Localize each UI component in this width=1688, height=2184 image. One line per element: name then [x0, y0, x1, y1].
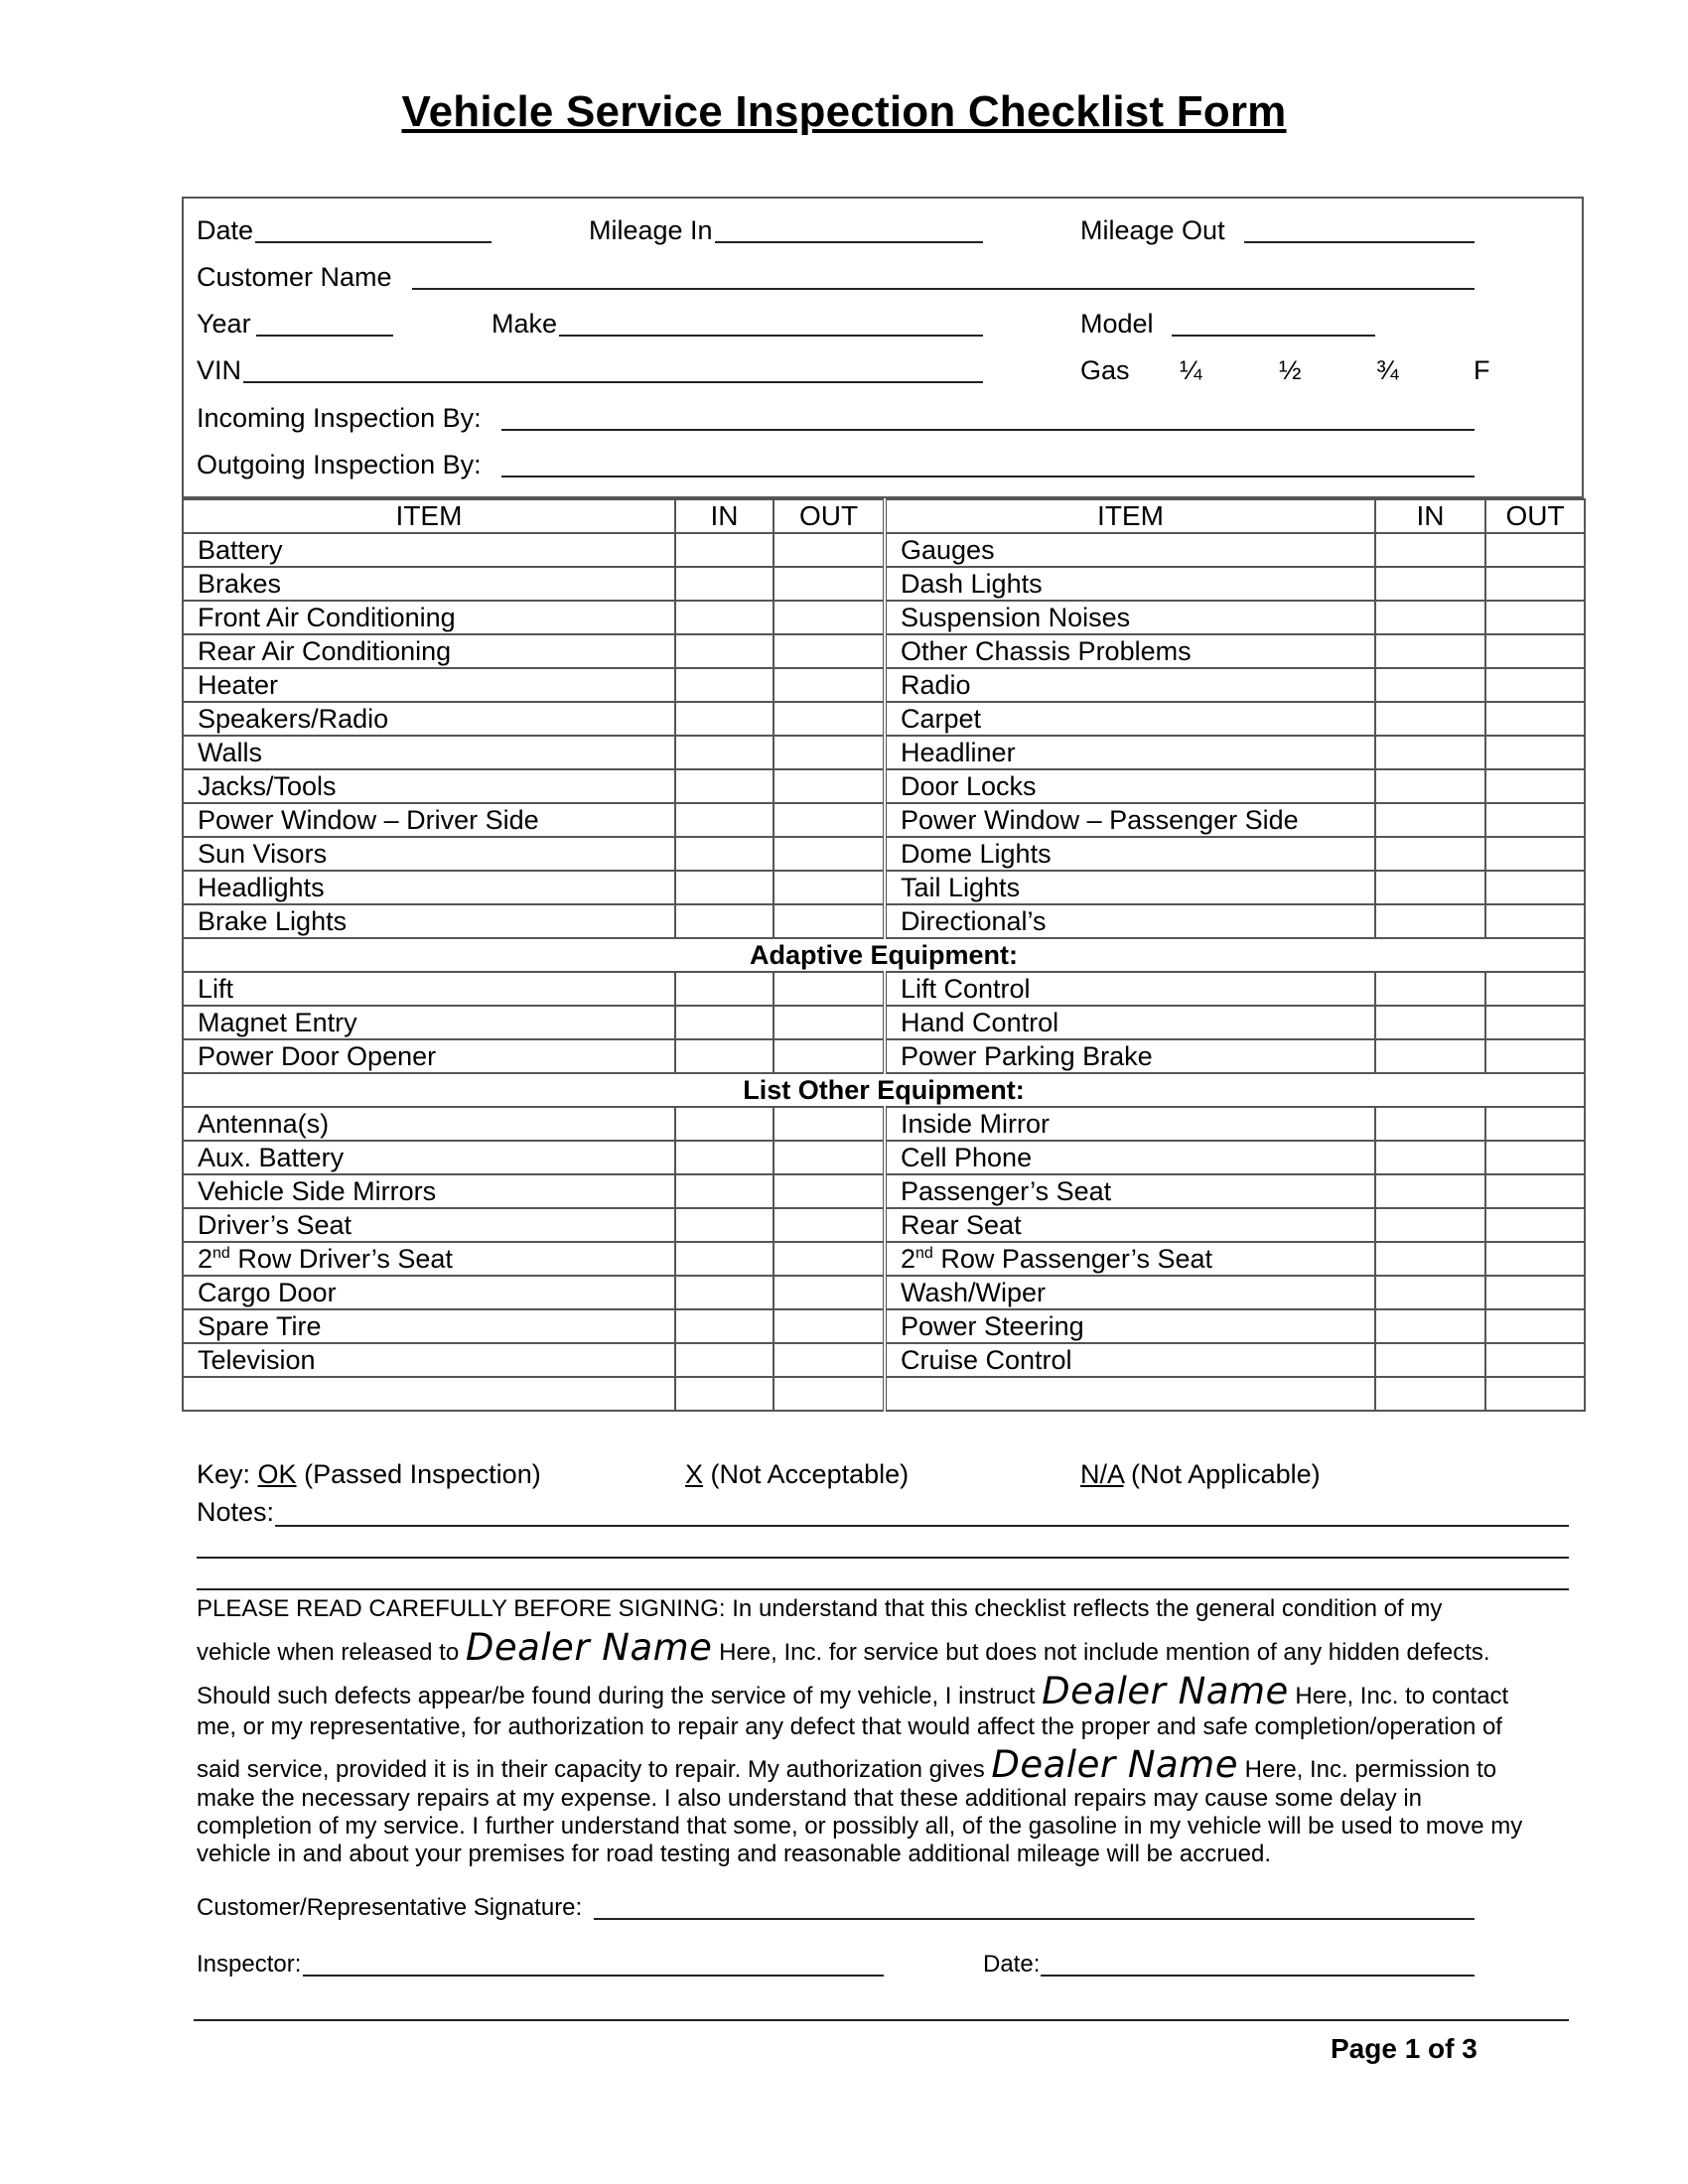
out-checkbox-right[interactable] — [1485, 668, 1585, 702]
out-checkbox-right[interactable] — [1485, 1309, 1585, 1343]
table-row — [183, 702, 1585, 736]
item-name-left: Vehicle Side Mirrors — [183, 1174, 675, 1208]
out-checkbox-left[interactable] — [774, 972, 885, 1006]
signature-date-label: Date: — [983, 1951, 1041, 1978]
out-checkbox-left[interactable] — [774, 736, 885, 769]
in-checkbox-right[interactable] — [1375, 871, 1485, 904]
incoming-inspection-label: Incoming Inspection By: — [197, 403, 482, 433]
out-checkbox-left[interactable] — [774, 1377, 885, 1411]
signature-date-field[interactable] — [1041, 1975, 1475, 1977]
in-checkbox-left[interactable] — [675, 533, 774, 567]
in-checkbox-right[interactable] — [1375, 803, 1485, 837]
col-item-right: ITEM — [885, 499, 1375, 533]
table-row — [183, 837, 1585, 871]
customer-name-field[interactable] — [412, 288, 1475, 290]
in-checkbox-right[interactable] — [1375, 668, 1485, 702]
incoming-inspection-field[interactable] — [501, 429, 1475, 431]
out-checkbox-right[interactable] — [1485, 1039, 1585, 1073]
out-checkbox-right[interactable] — [1485, 1343, 1585, 1377]
item-name-right: Power Parking Brake — [885, 1039, 1375, 1073]
table-row — [183, 1343, 1585, 1377]
item-name-right: Cell Phone — [885, 1141, 1375, 1174]
disclaimer-line: me, or my representative, for authorization to repair any defect that would affect the proper and safe completion/operation of — [197, 1713, 1502, 1740]
dealer-name: Dealer Name — [465, 1626, 713, 1669]
key-na — [1080, 1459, 1321, 1490]
disclaimer-text: Here, Inc. for service but does not include mention of any hidden defects. — [712, 1639, 1490, 1666]
out-checkbox-left[interactable] — [774, 1309, 885, 1343]
notes-label: Notes: — [197, 1497, 275, 1527]
table-row — [183, 1006, 1585, 1039]
out-checkbox-left[interactable] — [774, 1141, 885, 1174]
in-checkbox-left[interactable] — [675, 1377, 774, 1411]
key-ok-desc: (Passed Inspection) — [304, 1459, 541, 1489]
in-checkbox-right[interactable] — [1375, 1141, 1485, 1174]
in-checkbox-left[interactable] — [675, 1343, 774, 1377]
out-checkbox-left[interactable] — [774, 634, 885, 668]
out-checkbox-left[interactable] — [774, 1276, 885, 1309]
in-checkbox-left[interactable] — [675, 668, 774, 702]
table-row — [183, 1309, 1585, 1343]
page-number: Page 1 of 3 — [1331, 2033, 1477, 2064]
table-row — [183, 1107, 1585, 1141]
in-checkbox-left[interactable] — [675, 1107, 774, 1141]
col-in-left: IN — [675, 499, 774, 533]
in-checkbox-right[interactable] — [1375, 1309, 1485, 1343]
key-na-desc: (Not Applicable) — [1131, 1459, 1321, 1489]
key-ok — [197, 1459, 541, 1490]
item-name-left: Rear Air Conditioning — [183, 634, 675, 668]
key-x-desc: (Not Acceptable) — [710, 1459, 910, 1489]
item-name-left: Spare Tire — [183, 1309, 675, 1343]
out-checkbox-left[interactable] — [774, 1107, 885, 1141]
in-checkbox-left[interactable] — [675, 803, 774, 837]
outgoing-inspection-field[interactable] — [501, 476, 1475, 478]
item-name-left — [183, 1242, 675, 1276]
item-name-right: Other Chassis Problems — [885, 634, 1375, 668]
out-checkbox-right[interactable] — [1485, 1174, 1585, 1208]
key-x-code: X — [685, 1459, 704, 1489]
out-checkbox-left[interactable] — [774, 1006, 885, 1039]
out-checkbox-left[interactable] — [774, 837, 885, 871]
item-name-right — [885, 1377, 1375, 1411]
item-name-left: Brake Lights — [183, 904, 675, 938]
in-checkbox-left[interactable] — [675, 1309, 774, 1343]
disclaimer-text: vehicle when released to — [197, 1639, 466, 1666]
out-checkbox-right[interactable] — [1485, 1006, 1585, 1039]
disclaimer-line: PLEASE READ CAREFULLY BEFORE SIGNING: In understand that this checklist reflects the general condition of my — [197, 1595, 1443, 1622]
year-label: Year — [197, 309, 251, 339]
item-name-left: Heater — [183, 668, 675, 702]
item-name-left: Antenna(s) — [183, 1107, 675, 1141]
in-checkbox-right[interactable] — [1375, 1208, 1485, 1242]
table-row — [183, 904, 1585, 938]
item-name-left: Front Air Conditioning — [183, 601, 675, 634]
inspector-field[interactable] — [303, 1975, 884, 1977]
out-checkbox-right[interactable] — [1485, 1377, 1585, 1411]
table-row — [183, 803, 1585, 837]
in-checkbox-left[interactable] — [675, 904, 774, 938]
mileage-out-label: Mileage Out — [1080, 215, 1225, 245]
notes-line-3[interactable] — [197, 1588, 1569, 1590]
out-checkbox-left[interactable] — [774, 803, 885, 837]
item-name-right: Tail Lights — [885, 871, 1375, 904]
item-name-right: Dome Lights — [885, 837, 1375, 871]
out-checkbox-right[interactable] — [1485, 736, 1585, 769]
item-name-left: Lift — [183, 972, 675, 1006]
gas-label: Gas — [1080, 355, 1130, 385]
in-checkbox-left[interactable] — [675, 1141, 774, 1174]
table-row — [183, 1141, 1585, 1174]
item-name-right: Cruise Control — [885, 1343, 1375, 1377]
in-checkbox-left[interactable] — [675, 1006, 774, 1039]
item-name-left: Battery — [183, 533, 675, 567]
item-name-right: Rear Seat — [885, 1208, 1375, 1242]
key-ok-code: OK — [257, 1459, 297, 1489]
item-name-left: Brakes — [183, 567, 675, 601]
out-checkbox-left[interactable] — [774, 668, 885, 702]
table-row — [183, 668, 1585, 702]
in-checkbox-left[interactable] — [675, 736, 774, 769]
out-checkbox-right[interactable] — [1485, 1242, 1585, 1276]
out-checkbox-left[interactable] — [774, 533, 885, 567]
mileage-out-field[interactable] — [1244, 241, 1475, 243]
vin-label: VIN — [197, 355, 242, 385]
out-checkbox-right[interactable] — [1485, 1208, 1585, 1242]
out-checkbox-right[interactable] — [1485, 769, 1585, 803]
disclaimer-text: Here, Inc. permission to — [1237, 1756, 1497, 1783]
out-checkbox-right[interactable] — [1485, 601, 1585, 634]
in-checkbox-right[interactable] — [1375, 533, 1485, 567]
notes-line-1[interactable] — [275, 1525, 1569, 1527]
table-row — [183, 533, 1585, 567]
customer-name-label: Customer Name — [197, 262, 392, 292]
item-name-right: Door Locks — [885, 769, 1375, 803]
item-name-left: Power Window – Driver Side — [183, 803, 675, 837]
out-checkbox-right[interactable] — [1485, 533, 1585, 567]
in-checkbox-right[interactable] — [1375, 1343, 1485, 1377]
out-checkbox-right[interactable] — [1485, 567, 1585, 601]
item-name-right — [885, 1242, 1375, 1276]
out-checkbox-right[interactable] — [1485, 702, 1585, 736]
in-checkbox-right[interactable] — [1375, 904, 1485, 938]
dealer-name: Dealer Name — [1042, 1670, 1289, 1712]
out-checkbox-right[interactable] — [1485, 634, 1585, 668]
in-checkbox-left[interactable] — [675, 837, 774, 871]
ordinal-number: 2 — [198, 1244, 213, 1274]
date-label: Date — [197, 215, 254, 245]
in-checkbox-left[interactable] — [675, 1208, 774, 1242]
gas-option-half[interactable]: ½ — [1279, 355, 1302, 385]
table-row — [183, 567, 1585, 601]
table-row — [183, 871, 1585, 904]
out-checkbox-left[interactable] — [774, 871, 885, 904]
in-checkbox-left[interactable] — [675, 634, 774, 668]
table-row — [183, 736, 1585, 769]
item-name-right: Radio — [885, 668, 1375, 702]
col-out-left: OUT — [774, 499, 885, 533]
disclaimer-paragraph — [197, 1592, 1567, 1868]
make-field[interactable] — [559, 335, 983, 337]
dealer-name: Dealer Name — [991, 1743, 1238, 1786]
ordinal-suffix: nd — [915, 1245, 933, 1262]
in-checkbox-right[interactable] — [1375, 769, 1485, 803]
item-name-left: Aux. Battery — [183, 1141, 675, 1174]
in-checkbox-right[interactable] — [1375, 1006, 1485, 1039]
in-checkbox-left[interactable] — [675, 871, 774, 904]
in-checkbox-left[interactable] — [675, 972, 774, 1006]
item-name-left: Jacks/Tools — [183, 769, 675, 803]
out-checkbox-left[interactable] — [774, 1039, 885, 1073]
in-checkbox-right[interactable] — [1375, 1276, 1485, 1309]
mileage-in-field[interactable] — [715, 241, 983, 243]
out-checkbox-right[interactable] — [1485, 904, 1585, 938]
make-label: Make — [492, 309, 558, 339]
date-field[interactable] — [255, 241, 492, 243]
in-checkbox-left[interactable] — [675, 769, 774, 803]
section-title-adaptive: Adaptive Equipment: — [183, 938, 1585, 972]
in-checkbox-right[interactable] — [1375, 1242, 1485, 1276]
item-name-right: Inside Mirror — [885, 1107, 1375, 1141]
customer-signature-label: Customer/Representative Signature: — [197, 1894, 583, 1921]
out-checkbox-left[interactable] — [774, 567, 885, 601]
table-row — [183, 601, 1585, 634]
in-checkbox-right[interactable] — [1375, 1107, 1485, 1141]
out-checkbox-left[interactable] — [774, 1343, 885, 1377]
in-checkbox-right[interactable] — [1375, 1174, 1485, 1208]
ordinal-suffix: nd — [212, 1245, 230, 1262]
in-checkbox-right[interactable] — [1375, 601, 1485, 634]
item-label: Row Driver’s Seat — [229, 1244, 453, 1274]
item-name-left: Cargo Door — [183, 1276, 675, 1309]
table-row — [183, 1039, 1585, 1073]
customer-signature-field[interactable] — [594, 1918, 1475, 1920]
model-field[interactable] — [1172, 335, 1375, 337]
notes-line-2[interactable] — [197, 1557, 1569, 1559]
item-name-left: Speakers/Radio — [183, 702, 675, 736]
out-checkbox-left[interactable] — [774, 601, 885, 634]
disclaimer-text: Here, Inc. to contact — [1288, 1683, 1509, 1709]
ordinal-number: 2 — [901, 1244, 916, 1274]
col-out-right: OUT — [1485, 499, 1585, 533]
gas-option-three-quarter[interactable]: ¾ — [1376, 355, 1399, 385]
item-name-left: Television — [183, 1343, 675, 1377]
item-name-left: Power Door Opener — [183, 1039, 675, 1073]
in-checkbox-right[interactable] — [1375, 736, 1485, 769]
out-checkbox-right[interactable] — [1485, 972, 1585, 1006]
out-checkbox-left[interactable] — [774, 702, 885, 736]
page-title: Vehicle Service Inspection Checklist Form — [401, 87, 1287, 136]
gas-option-full[interactable]: F — [1474, 355, 1490, 385]
out-checkbox-right[interactable] — [1485, 1107, 1585, 1141]
disclaimer-line — [197, 1626, 1567, 1670]
out-checkbox-right[interactable] — [1485, 837, 1585, 871]
disclaimer-text: said service, provided it is in their capacity to repair. My authorization gives — [197, 1756, 992, 1783]
in-checkbox-right[interactable] — [1375, 1039, 1485, 1073]
item-name-right: Suspension Noises — [885, 601, 1375, 634]
disclaimer-line — [197, 1741, 1567, 1785]
out-checkbox-left[interactable] — [774, 1208, 885, 1242]
in-checkbox-right[interactable] — [1375, 837, 1485, 871]
in-checkbox-right[interactable] — [1375, 567, 1485, 601]
in-checkbox-right[interactable] — [1375, 634, 1485, 668]
col-in-right: IN — [1375, 499, 1485, 533]
disclaimer-line: completion of my service. I further understand that some, or possibly all, of the gasoline in my vehicle will be used to move my — [197, 1813, 1523, 1840]
item-name-right: Wash/Wiper — [885, 1276, 1375, 1309]
table-row — [183, 1377, 1585, 1411]
table-row — [183, 1242, 1585, 1276]
table-row — [183, 1276, 1585, 1309]
in-checkbox-right[interactable] — [1375, 972, 1485, 1006]
out-checkbox-left[interactable] — [774, 1242, 885, 1276]
item-name-left: Sun Visors — [183, 837, 675, 871]
inspection-checklist-table — [182, 498, 1586, 1412]
item-name-right: Passenger’s Seat — [885, 1174, 1375, 1208]
out-checkbox-left[interactable] — [774, 769, 885, 803]
table-row — [183, 972, 1585, 1006]
item-name-left: Walls — [183, 736, 675, 769]
in-checkbox-left[interactable] — [675, 1174, 774, 1208]
in-checkbox-left[interactable] — [675, 702, 774, 736]
in-checkbox-left[interactable] — [675, 567, 774, 601]
item-name-right: Directional’s — [885, 904, 1375, 938]
key-na-code: N/A — [1080, 1459, 1124, 1489]
out-checkbox-left[interactable] — [774, 904, 885, 938]
item-name-right: Hand Control — [885, 1006, 1375, 1039]
table-row — [183, 769, 1585, 803]
footer-divider — [194, 2019, 1569, 2021]
model-label: Model — [1080, 309, 1154, 339]
table-row — [183, 1174, 1585, 1208]
out-checkbox-right[interactable] — [1485, 871, 1585, 904]
disclaimer-line: vehicle in and about your premises for road testing and reasonable additional mileage will be accrued. — [197, 1841, 1271, 1867]
inspector-label: Inspector: — [197, 1951, 302, 1978]
section-row — [183, 1073, 1585, 1107]
in-checkbox-left[interactable] — [675, 1242, 774, 1276]
out-checkbox-left[interactable] — [774, 1174, 885, 1208]
gas-option-quarter[interactable]: ¼ — [1180, 355, 1202, 385]
out-checkbox-right[interactable] — [1485, 803, 1585, 837]
item-name-left: Headlights — [183, 871, 675, 904]
outgoing-inspection-label: Outgoing Inspection By: — [197, 450, 482, 479]
item-name-left — [183, 1377, 675, 1411]
table-row — [183, 634, 1585, 668]
section-title-other: List Other Equipment: — [183, 1073, 1585, 1107]
key-prefix: Key: — [197, 1459, 251, 1489]
item-name-right: Power Steering — [885, 1309, 1375, 1343]
disclaimer-line: make the necessary repairs at my expense. I also understand that these additional repairs may cause some delay in — [197, 1785, 1422, 1812]
item-name-right: Carpet — [885, 702, 1375, 736]
out-checkbox-right[interactable] — [1485, 1141, 1585, 1174]
item-name-right: Lift Control — [885, 972, 1375, 1006]
item-name-left: Driver’s Seat — [183, 1208, 675, 1242]
disclaimer-text: Should such defects appear/be found during the service of my vehicle, I instruct — [197, 1683, 1043, 1709]
item-name-right: Gauges — [885, 533, 1375, 567]
in-checkbox-right[interactable] — [1375, 1377, 1485, 1411]
year-field[interactable] — [256, 335, 393, 337]
col-item-left: ITEM — [183, 499, 675, 533]
mileage-in-label: Mileage In — [589, 215, 713, 245]
table-header-row — [183, 499, 1585, 533]
item-name-right: Power Window – Passenger Side — [885, 803, 1375, 837]
vin-field[interactable] — [243, 381, 983, 383]
in-checkbox-left[interactable] — [675, 1039, 774, 1073]
item-label: Row Passenger’s Seat — [932, 1244, 1212, 1274]
key-x — [685, 1459, 909, 1490]
in-checkbox-left[interactable] — [675, 1276, 774, 1309]
item-name-right: Headliner — [885, 736, 1375, 769]
section-row — [183, 938, 1585, 972]
out-checkbox-right[interactable] — [1485, 1276, 1585, 1309]
item-name-left: Magnet Entry — [183, 1006, 675, 1039]
table-row — [183, 1208, 1585, 1242]
in-checkbox-left[interactable] — [675, 601, 774, 634]
item-name-right: Dash Lights — [885, 567, 1375, 601]
disclaimer-line — [197, 1670, 1567, 1713]
in-checkbox-right[interactable] — [1375, 702, 1485, 736]
